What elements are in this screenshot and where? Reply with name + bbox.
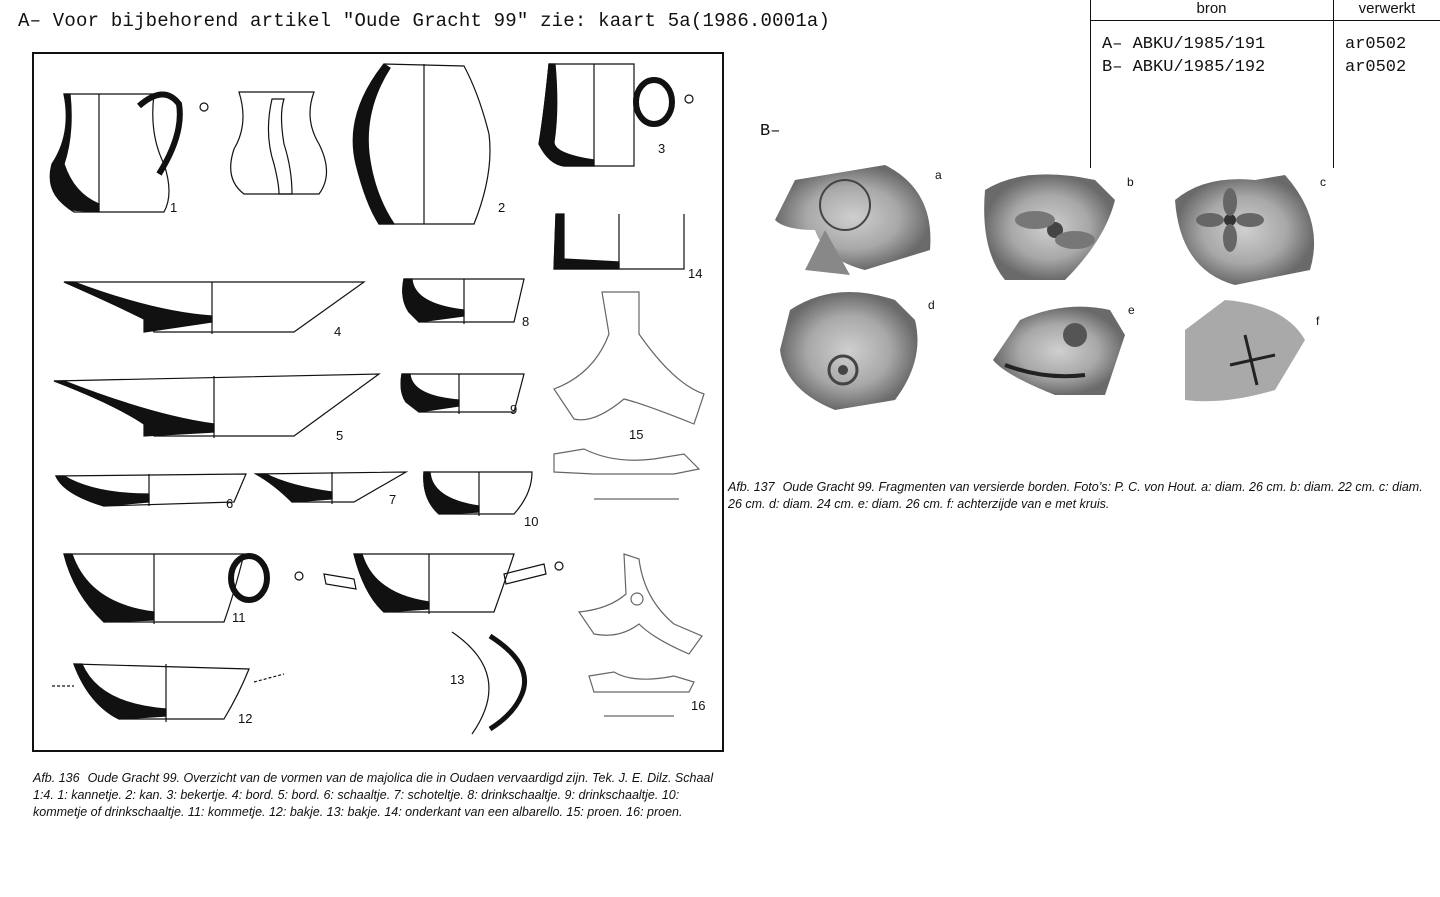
drawing-2-kan (353, 64, 490, 224)
caption-136-label: Afb. 136 (33, 771, 80, 785)
fragment-c (1175, 175, 1314, 285)
caption-afb-136 (33, 770, 723, 821)
header-bron: bron (1196, 0, 1227, 17)
fragment-label-a: a (935, 168, 942, 182)
row-a-verwerkt: ar0502 (1345, 35, 1407, 54)
drawing-1-side (231, 92, 327, 194)
fig-number-16: 16 (691, 698, 706, 713)
caption-137-label: Afb. 137 (728, 480, 775, 494)
header-verwerkt: verwerkt (1358, 0, 1416, 17)
pottery-drawings (34, 54, 722, 750)
fragment-d (780, 292, 918, 410)
fig-number-4: 4 (334, 324, 342, 339)
caption-137-text: Oude Gracht 99. Fragmenten van versierde borden. Foto’s: P. C. von Hout. a: diam. 26 cm. b: diam. 22 cm. c: diam. 26 cm. d: diam. 24 cm. e: diam. 26 cm. f: achterzijde van e met kruis. (728, 480, 1423, 511)
drawing-16-proen (579, 554, 702, 716)
section-b-label: B– (760, 122, 781, 141)
fragment-label-d: d (928, 298, 935, 312)
fig-number-3: 3 (658, 141, 666, 156)
fragment-e (993, 307, 1125, 395)
figure-137-plate-fragments (765, 160, 1345, 430)
drawing-8-drinkschaaltje (403, 279, 524, 324)
fig-number-8: 8 (522, 314, 530, 329)
fig-number-11: 11 (232, 610, 246, 625)
drawing-5-bord (54, 374, 379, 438)
row-a-bron: A– ABKU/1985/191 (1102, 35, 1266, 54)
drawing-11-kommetje (64, 554, 303, 624)
fig-number-6: 6 (226, 496, 234, 511)
fragment-label-e: e (1128, 303, 1135, 317)
fig-number-1: 1 (170, 200, 178, 215)
drawing-1-kannetje (50, 94, 208, 212)
drawing-4-bord (64, 282, 364, 334)
drawing-10-kommetje (424, 472, 532, 516)
drawing-15-proen (554, 292, 704, 499)
drawing-6-schaaltje (56, 474, 246, 506)
fig-number-13: 13 (450, 672, 465, 687)
fragment-b (984, 174, 1115, 280)
caption-afb-137 (728, 479, 1433, 513)
fragment-f (1185, 300, 1305, 401)
drawing-9-drinkschaaltje (401, 374, 524, 414)
fragment-label-c: c (1320, 175, 1326, 189)
fig-number-14: 14 (688, 266, 703, 281)
fragment-label-b: b (1127, 175, 1134, 189)
drawing-bakje-spout (324, 554, 563, 614)
fig-number-5: 5 (336, 428, 344, 443)
caption-136-text: Oude Gracht 99. Overzicht van de vormen van de majolica die in Oudaen vervaardigd zijn. Tek. J. E. Dilz. Schaal 1:4. 1: kannetje. 2: kan. 3: bekertje. 4: bord. 5: bord. 6: schaaltje. 7: schoteltje. 8: drinkschaaltje. 9: drinkschaaltje. 10: kommetje of drinkschaaltje. 11: kommetje. 12: bakje. 13: bakje. 14: onderkant van een albarello. 15: proen. 16: proen. (33, 771, 714, 819)
fig-number-12: 12 (238, 711, 253, 726)
plate-fragments (765, 160, 1345, 430)
source-table (1090, 0, 1440, 168)
drawing-3-bekertje (539, 64, 693, 166)
fig-number-10: 10 (524, 514, 539, 529)
row-b-verwerkt: ar0502 (1345, 58, 1407, 77)
fig-number-2: 2 (498, 200, 506, 215)
fig-number-15: 15 (629, 427, 644, 442)
row-b-bron: B– ABKU/1985/192 (1102, 58, 1266, 77)
drawing-14-albarello (554, 214, 684, 269)
fig-number-9: 9 (510, 402, 518, 417)
fragment-label-f: f (1316, 314, 1320, 328)
fragment-a (775, 165, 930, 275)
figure-136-pottery-drawings (32, 52, 724, 752)
page-header: A– Voor bijbehorend artikel "Oude Gracht 99" zie: kaart 5a(1986.0001a) (18, 10, 831, 32)
drawing-7-schoteltje (256, 472, 406, 504)
fig-number-7: 7 (389, 492, 397, 507)
